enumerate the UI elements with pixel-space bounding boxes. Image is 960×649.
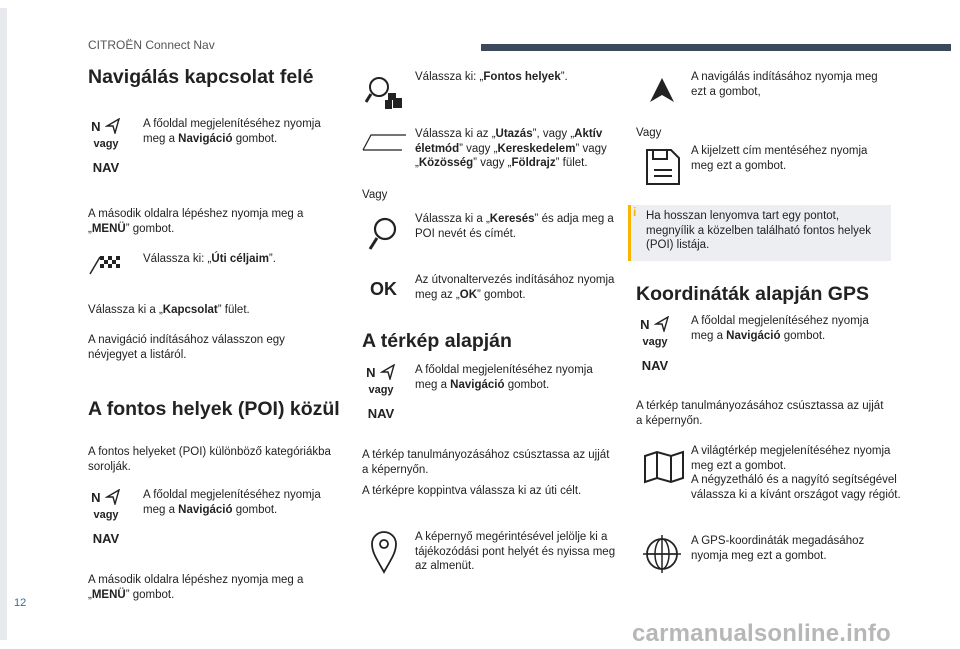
- paragraph: A GPS-koordináták megadásához nyomja meg ezt a gombot.: [691, 535, 865, 562]
- paragraph: A főoldal megjelenítéséhez nyomja meg a Navigáció gombot.: [143, 118, 321, 145]
- sidebar-strip: [0, 8, 7, 640]
- paragraph: Az útvonaltervezés indításához nyomja meg az „OK” gombot.: [415, 274, 615, 301]
- paragraph: A főoldal megjelenítéséhez nyomja meg a Navigáció gombot.: [691, 315, 869, 342]
- paragraph: A fontos helyeket (POI) különböző kategóriákba sorolják.: [88, 446, 331, 473]
- info-icon: i: [633, 205, 637, 219]
- search-icon: [367, 217, 399, 253]
- paragraph: Válassza ki a „Keresés” és adja meg a POI nevét és címét.: [415, 213, 614, 240]
- location-pin-icon: [370, 530, 398, 574]
- section-title-poi: A fontos helyek (POI) közül: [88, 398, 340, 420]
- section-title-contact: Navigálás kapcsolat felé: [88, 66, 314, 88]
- nav-button-icon: N vagy NAV: [91, 490, 120, 546]
- navigation-arrow-icon: [105, 489, 121, 505]
- or-label: Vagy: [362, 189, 388, 201]
- paragraph: A második oldalra lépéshez nyomja meg a „MENÜ” gombot.: [88, 574, 304, 601]
- flag-icon: [88, 253, 122, 275]
- info-text: Ha hosszan lenyomva tart egy pontot, megnyílik a közelben található fontos helyek (POI) listája.: [646, 210, 872, 251]
- info-box-accent: [628, 205, 631, 261]
- paragraph: A navigálás indításához nyomja meg ezt a gombot,: [691, 71, 878, 98]
- page-number: 12: [14, 597, 27, 609]
- paragraph: A kijelzett cím mentéséhez nyomja meg ezt a gombot.: [691, 145, 868, 172]
- globe-icon: [642, 534, 682, 574]
- paragraph: A térkép tanulmányozásához csúsztassa az ujját a képernyőn.: [362, 449, 610, 476]
- navigation-arrow-icon: [654, 316, 670, 332]
- nav-button-icon: N vagy NAV: [366, 365, 395, 421]
- paragraph: Válassza ki: „Fontos helyek”.: [415, 71, 568, 83]
- ok-icon: OK: [370, 279, 397, 299]
- paragraph: Válassza ki a „Kapcsolat” fület.: [88, 304, 250, 316]
- brand-label: CITROËN Connect Nav: [88, 38, 215, 52]
- navigation-arrow-icon: [648, 77, 676, 103]
- paragraph: A főoldal megjelenítéséhez nyomja meg a Navigáció gombot.: [143, 489, 321, 516]
- navigation-arrow-icon: [380, 364, 396, 380]
- navigation-arrow-icon: [105, 118, 121, 134]
- paragraph: Válassza ki az „Utazás”, vagy „Aktív életmód” vagy „Kereskedelem” vagy „Közösség” vagy „Földrajz” fület.: [415, 128, 607, 169]
- paragraph: A térkép tanulmányozásához csúsztassa az ujját a képernyőn.: [636, 400, 884, 427]
- nav-button-icon: N vagy NAV: [640, 317, 669, 373]
- poi-search-icon: [365, 75, 405, 111]
- paragraph: A térképre koppintva válassza ki az úti célt.: [362, 485, 582, 497]
- paragraph: A világtérkép megjelenítéséhez nyomja meg ezt a gombot. A négyzetháló és a nagyító segítségével válassza ki a kívánt országot vagy régiót.: [691, 445, 901, 501]
- section-title-map: A térkép alapján: [362, 330, 512, 352]
- tab-shape-icon: [362, 133, 408, 151]
- save-icon: [645, 148, 681, 186]
- paragraph: A navigáció indításához válasszon egy névjegyet a listáról.: [88, 334, 285, 361]
- paragraph: A képernyő megérintésével jelölje ki a tájékozódási pont helyét és nyissa meg az almenüt.: [415, 531, 616, 572]
- paragraph: A második oldalra lépéshez nyomja meg a „MENÜ” gombot.: [88, 208, 304, 235]
- or-label: Vagy: [636, 127, 662, 139]
- world-map-icon: [643, 450, 685, 484]
- paragraph: Válassza ki: „Úti céljaim”.: [143, 253, 276, 265]
- section-title-gps: Koordináták alapján GPS: [636, 283, 869, 305]
- nav-button-icon: N vagy NAV: [91, 119, 120, 175]
- header-bar: [481, 44, 951, 51]
- watermark: carmanualsonline.info: [632, 620, 891, 647]
- paragraph: A főoldal megjelenítéséhez nyomja meg a Navigáció gombot.: [415, 364, 593, 391]
